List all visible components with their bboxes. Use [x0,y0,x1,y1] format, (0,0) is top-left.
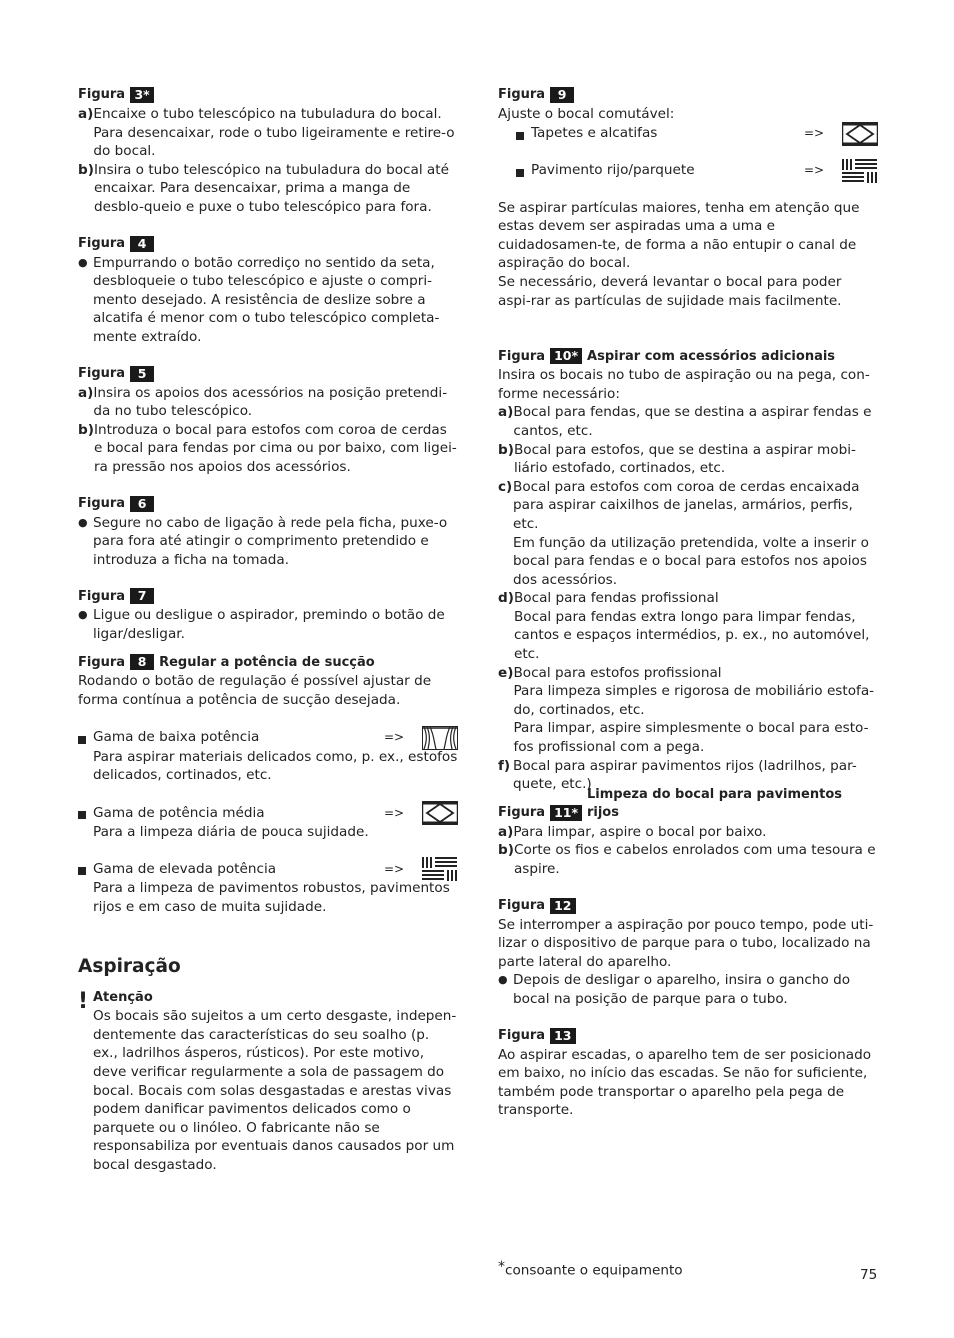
item-text: Segure no cabo de ligação à rede pela ficha, puxe-o para fora até atingir o comprimento pretendido e introduza a ficha na tomada. [93,514,448,568]
item-text: Bocal para aspirar pavimentos rijos (ladrilhos, par-quete, etc.) [513,757,857,793]
figure-label: Figura [78,588,126,604]
curtain-icon [422,726,458,750]
arrow-text: => [804,126,825,141]
item-extra-text: Para limpeza simples e rigorosa de mobiliário estofa-do, cortinados, etc. [513,683,875,718]
item-label: b) [498,842,514,859]
figure-label: Figura [498,348,546,364]
item-text: Bocal para estofos profissional [513,664,722,681]
nozzle-setting-row [498,161,878,181]
figure-number-badge: 13 [550,1028,575,1044]
arrow-text: => [804,163,825,178]
figure-10-heading [498,347,878,366]
list-item [498,441,878,478]
square-bullet-icon [78,736,86,744]
item-extra-text: Para limpar, aspire simplesmente o bocal para esto-fos profissional com a pega. [513,720,869,756]
list-item [498,664,878,757]
paragraph: Se interromper a aspiração por pouco tempo, pode uti-lizar o dispositivo de parque para o tubo, localizado na parte lateral do aparelho. [498,916,874,970]
bullet-dot-icon: ● [78,255,88,269]
item-label: a) [498,404,514,421]
hardfloor-icon [842,159,878,183]
item-extra-text: Em função da utilização pretendida, volte a inserir o bocal para fendas e o bocal para estofos nos apoios dos acessórios. [513,534,869,588]
exclamation-icon: ! [78,988,89,1014]
setting-name: Pavimento rijo/parquete [531,162,695,179]
figure-number-badge: 12 [550,898,575,914]
setting-name: Gama de baixa potência [93,729,260,746]
setting-description: Para aspirar materiais delicados como, p. ex., estofos delicados, cortinados, etc. [93,748,458,784]
item-label: e) [498,664,514,681]
setting-name: Gama de elevada potência [93,861,277,878]
item-text: Corte os fios e cabelos enrolados com uma tesoura e aspire. [513,842,876,877]
item-text: Insira o tubo telescópico na tubuladura do bocal até encaixar. Para desencaixar, prima a manga de desblo-queio e puxe o tubo telescópico para fora. [93,161,449,215]
figure-label: Figura [78,654,126,670]
figure-4-heading [78,235,458,254]
paragraph: Rodando o botão de regulação é possível ajustar de forma contínua a potência de sucção desejada. [78,673,432,709]
paragraph: Ao aspirar escadas, o aparelho tem de ser posicionado em baixo, no início das escadas. Se não for suficiente, também pode transportar o aparelho pela pega de transporte. [498,1046,872,1119]
nozzle-setting-row [498,124,878,144]
bullet-dot-icon: ● [498,973,508,987]
item-text: Bocal para estofos, que se destina a aspirar mobi-liário estofado, cortinados, etc. [513,441,856,477]
footnote [498,1256,683,1280]
square-bullet-icon [78,811,86,819]
item-label: b) [78,161,94,178]
paragraph: Insira os bocais no tubo de aspiração ou na pega, con-forme necessário: [498,367,870,402]
figure-number-badge: 9 [550,87,574,103]
figure-12-heading [498,897,878,916]
item-label: a) [498,823,514,840]
list-item [498,841,878,878]
figure-title: Limpeza do bocal para pavimentos rijos [586,786,843,821]
arrow-text: => [384,730,405,745]
footnote-mark: * [498,1259,505,1275]
footnote-text: consoante o equipamento [505,1262,683,1279]
square-bullet-icon [516,169,524,177]
list-item [498,403,878,440]
list-item [498,823,878,842]
figure-number-badge: 6 [130,496,154,512]
setting-name: Gama de potência média [93,804,265,821]
figure-number-badge: 8 [130,654,154,670]
item-label: b) [498,441,514,458]
item-text: Introduza o bocal para estofos com coroa de cerdas e bocal para fendas por cima ou por baixo, com ligei-ra pressão nos apoios dos acessórios. [93,421,457,475]
item-text: Depois de desligar o aparelho, insira o gancho do bocal na posição de parque para o tubo. [513,972,851,1007]
item-text: Bocal para estofos com coroa de cerdas encaixada para aspirar caixilhos de janelas, armários, perfis, etc. [513,478,860,532]
carpet-icon [842,122,878,146]
setting-name: Tapetes e alcatifas [531,125,658,142]
figure-9-heading [498,86,878,105]
figure-number-badge: 4 [130,236,154,252]
section-heading: Aspiração [78,955,181,977]
figure-number-badge: 3* [130,87,154,103]
figure-number-badge: 11* [550,805,582,821]
carpet-icon [422,801,458,825]
figure-label: Figura [78,87,126,103]
list-item [78,421,458,477]
figure-3-heading [78,86,458,105]
bullet-item [78,606,458,643]
item-text: Bocal para fendas, que se destina a aspirar fendas e cantos, etc. [513,404,872,439]
figure-label: Figura [78,365,126,381]
item-extra-text: Bocal para fendas extra longo para limpar fendas, cantos e espaços intermédios, p. ex., no automóvel, etc. [513,608,870,663]
item-text: Para limpar, aspire o bocal por baixo. [513,823,767,840]
item-label: d) [498,590,514,607]
item-text: Insira os apoios dos acessórios na posição pretendi-da no tubo telescópico. [93,384,448,420]
arrow-text: => [384,805,405,820]
figure-label: Figura [498,805,546,821]
figure-title: Aspirar com acessórios adicionais [587,348,836,364]
setting-description: Para a limpeza diária de pouca sujidade. [93,823,369,840]
bullet-item [78,254,458,347]
figure-13-heading [498,1027,878,1046]
item-label: a) [78,106,94,122]
power-setting-row [78,728,458,748]
item-label: c) [498,478,513,495]
page-number: 75 [860,1267,878,1283]
figure-7-heading [78,587,458,606]
paragraph: Ajuste o bocal comutável: [498,106,675,122]
left-column [78,86,458,1175]
figure-label: Figura [498,1027,546,1043]
bullet-dot-icon: ● [78,608,88,622]
list-item [498,478,878,590]
attention-note [78,989,458,1175]
square-bullet-icon [516,132,524,140]
item-label: a) [78,384,94,401]
arrow-text: => [384,862,405,877]
figure-6-heading [78,495,458,514]
figure-title: Regular a potência de sucção [159,654,375,670]
list-item [78,105,458,161]
figure-number-badge: 7 [130,588,154,604]
item-text: Encaixe o tubo telescópico na tubuladura do bocal. Para desencaixar, rode o tubo ligeiramente e retire-o do bocal. [93,106,455,160]
figure-8-heading [78,653,458,672]
hardfloor-icon [422,857,458,881]
setting-description: Para a limpeza de pavimentos robustos, pavimentos rijos e em caso de muita sujidade. [93,880,450,916]
item-label: f) [498,757,511,774]
figure-11-heading [498,786,878,823]
attention-heading: Atenção [93,989,153,1005]
list-item [78,384,458,421]
bullet-item [498,971,878,1008]
attention-text: Os bocais são sujeitos a um certo desgaste, indepen-dentemente das características do seu soalho (p. ex., ladrilhos ásperos, rústicos). Por este motivo, deve verificar regularmente a sola de passagem do bocal. Bocais com solas desgastadas e arestas vivas podem danificar pavimentos delicados como o parquete ou o linóleo. O fabricante não se responsabiliza por eventuais danos causados por um bocal desgastado. [93,1008,457,1173]
figure-number-badge: 10* [550,348,582,364]
item-text: Ligue ou desligue o aspirador, premindo o botão de ligar/desligar. [93,607,445,642]
square-bullet-icon [78,867,86,875]
figure-number-badge: 5 [130,366,154,382]
right-column [498,86,878,1120]
power-setting-row [78,859,458,879]
figure-5-heading [78,365,458,384]
bullet-dot-icon: ● [78,515,88,529]
item-text: Bocal para fendas profissional [513,590,719,607]
figure-label: Figura [498,898,546,913]
paragraph: Se aspirar partículas maiores, tenha em atenção que estas devem ser aspiradas uma a uma e cuidadosamen-te, de forma a não entupir o canal de aspiração do bocal. [498,199,860,272]
list-item [78,161,458,217]
item-text: Empurrando o botão corrediço no sentido da seta, desbloqueie o tubo telescópico e ajuste o compri-mento desejado. A resistência de deslize sobre a alcatifa é menor com o tubo telescópico completa-mente extraído. [93,254,440,345]
power-setting-row [78,803,458,823]
figure-label: Figura [78,235,126,251]
item-label: b) [78,421,94,438]
figure-label: Figura [78,495,126,511]
bullet-item [78,514,458,570]
paragraph: Se necessário, deverá levantar o bocal para poder aspi-rar as partículas de sujidade mais facilmente. [498,273,842,309]
figure-label: Figura [498,87,546,103]
list-item [498,589,878,663]
